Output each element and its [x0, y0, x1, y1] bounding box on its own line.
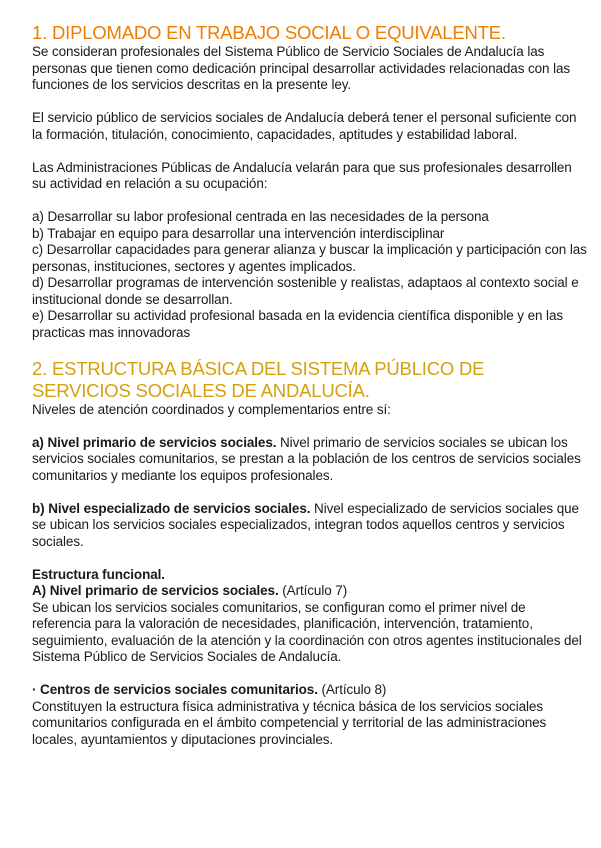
- centros-title: · Centros de servicios sociales comunitarios.: [32, 682, 318, 697]
- section1-list: [32, 209, 588, 341]
- funcional-nivel-primario-title: A) Nivel primario de servicios sociales.: [32, 583, 279, 598]
- document-page: [32, 22, 588, 748]
- section2-heading-line-2: SERVICIOS SOCIALES DE ANDALUCÍA.: [32, 379, 370, 401]
- section1-paragraph-3: Las Administraciones Públicas de Andalucía velarán para que sus profesionales desarrollen su actividad en relación a su ocupación:: [32, 159, 572, 191]
- article-reference: (Artículo 8): [317, 682, 387, 697]
- section2-heading: [32, 358, 588, 402]
- estructura-funcional-title: Estructura funcional.: [32, 566, 165, 582]
- nivel-primario-text: Nivel primario de servicios sociales se ubican los servicios sociales comunitarios, se prestan a la población de los centros de servicios sociales comunitarios y mediante los equipos profesionales.: [32, 434, 581, 483]
- nivel-especializado-paragraph: [32, 501, 588, 551]
- section2-heading-line-1: 2. ESTRUCTURA BÁSICA DEL SISTEMA PÚBLICO DE: [32, 357, 485, 379]
- section2-intro: Niveles de atención coordinados y complementarios entre sí:: [32, 401, 391, 417]
- article-reference: (Artículo 7): [278, 583, 348, 598]
- funcional-nivel-primario-heading: [32, 583, 588, 600]
- section1-heading: 1. DIPLOMADO EN TRABAJO SOCIAL O EQUIVALENTE.: [32, 22, 506, 43]
- centros-text: Constituyen la estructura física administrativa y técnica básica de los servicios sociales comunitarios configurada en el ámbito competencial y territorial de las administraciones locales, ayuntamientos y diputaciones provinciales.: [32, 698, 547, 747]
- section1-paragraph-2: El servicio público de servicios sociales de Andalucía deberá tener el personal suficiente con la formación, titulación, conocimiento, capacidades, aptitudes y estabilidad laboral.: [32, 110, 577, 142]
- nivel-especializado-title: b) Nivel especializado de servicios sociales.: [32, 500, 311, 516]
- list-item: a) Desarrollar su labor profesional centrada en las necesidades de la persona: [32, 209, 489, 224]
- list-item: d) Desarrollar programas de intervención sostenible y realistas, adaptaos al contexto social e institucional donde se desarrollan.: [32, 275, 579, 307]
- nivel-primario-title: a) Nivel primario de servicios sociales.: [32, 434, 277, 450]
- nivel-primario-paragraph: [32, 435, 588, 485]
- centros-heading: [32, 682, 588, 699]
- section1-paragraph-1: Se consideran profesionales del Sistema Público de Servicio Sociales de Andalucía las personas que tienen como dedicación principal desarrollar actividades relacionadas con las funciones de los servicios descritas en la presente ley.: [32, 44, 571, 92]
- funcional-nivel-primario-text: Se ubican los servicios sociales comunitarios, se configuran como el primer nivel de referencia para la valoración de necesidades, planificación, intervención, tratamiento, seguimiento, evaluación de la atención y la coordinación con otros agentes institucionales del Sistema Público de Servicios Sociales de Andalucía.: [32, 599, 582, 664]
- list-item: c) Desarrollar capacidades para generar alianza y buscar la implicación y participación con las personas, instituciones, sectores y agentes implicados.: [32, 242, 587, 274]
- list-item: e) Desarrollar su actividad profesional basada en la evidencia científica disponible y en las practicas mas innovadoras: [32, 308, 564, 340]
- list-item: b) Trabajar en equipo para desarrollar una intervención interdisciplinar: [32, 225, 445, 241]
- nivel-especializado-text: Nivel especializado de servicios sociales que se ubican los servicios sociales especializados, integran todos aquellos centros y servicios sociales.: [32, 500, 579, 549]
